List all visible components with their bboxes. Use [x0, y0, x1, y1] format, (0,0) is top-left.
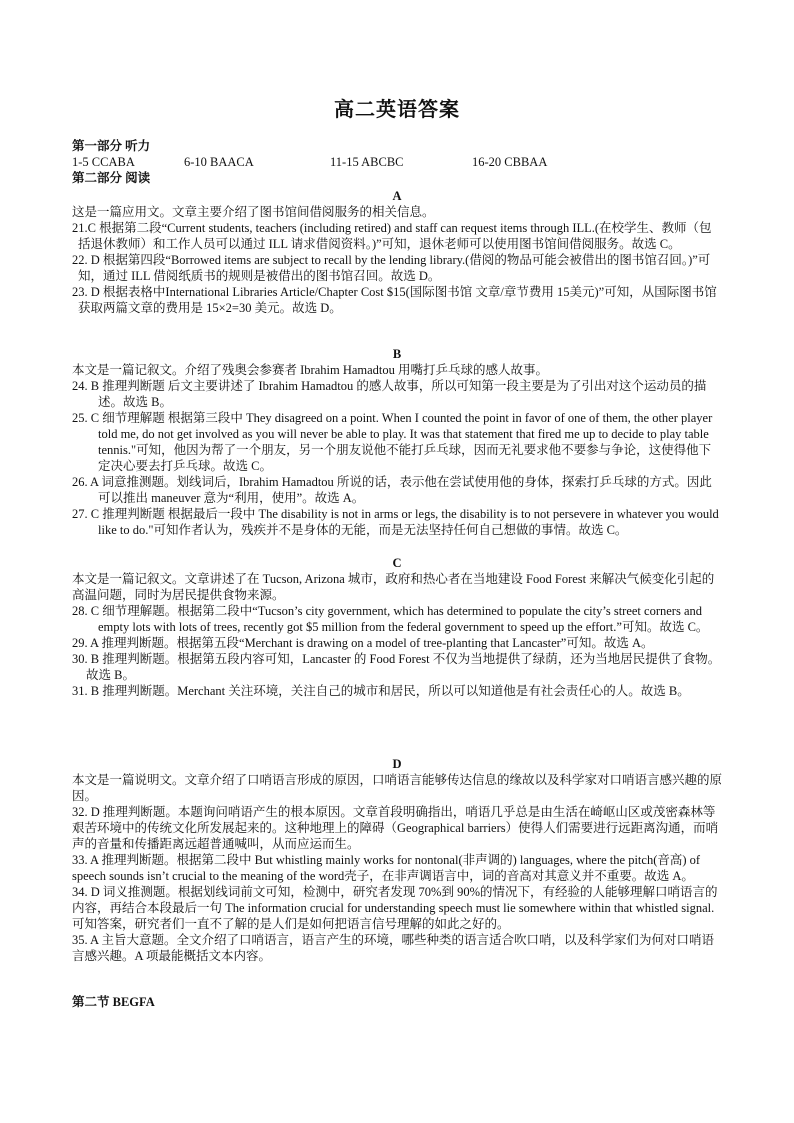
- section2: [72, 994, 722, 1010]
- part1-section: [72, 138, 722, 186]
- answer-30: 30. B 推理判断题。根据第五段内容可知，Lancaster 的 Food Forest 不仅为当地提供了绿荫，还为当地居民提供了食物。故选 B。: [72, 652, 721, 682]
- passage-c-section: [72, 555, 722, 699]
- passage-a-label: A: [392, 189, 402, 203]
- answer-29: 29. A 推理判断题。根据第五段“Merchant is drawing on a model of tree-planting that Lancaster”可知。故选 A。: [72, 636, 654, 650]
- passage-c-label: C: [392, 556, 402, 570]
- part1-answers: [72, 154, 722, 170]
- answer-25: 25. C 细节理解题 根据第三段中 They disagreed on a point. When I counted the point in favor of one of them, the other player told me, do not get involved as you will never be able to play. It was that statement that fired me up to decide to play table tennis."可知，他因为帮了一个朋友，另一个朋友说他不能打乒乓球，因而无礼要求他不要参与争论，这使得他下定决心要去打乒乓球。故选 C。: [72, 411, 713, 473]
- part2-heading: 第二部分 阅读: [72, 171, 151, 185]
- passage-b-intro: 本文是一篇记叙文。介绍了残奥会参赛者 Ibrahim Hamadtou 用嘴打乒乓球的感人故事。: [72, 363, 549, 377]
- answer-27: 27. C 推理判断题 根据最后一段中 The disability is not in arms or legs, the disability is to not persevere in whatever you would like to do."可知作者认为，残疾并不是身体的无能，而是无法坚持任何自己想做的事情。故选 C。: [72, 507, 719, 537]
- passage-a-section: [72, 188, 722, 316]
- answer-group-2: 6-10 BAACA: [184, 155, 254, 169]
- answer-28: 28. C 细节理解题。根据第二段中“Tucson’s city government, which has determined to populate the city’s street corners and empty lots with lots of trees, recently got $5 million from the federal government to speed up the effort.”可知。故选 C。: [72, 604, 709, 634]
- passage-a-intro: 这是一篇应用文。文章主要介绍了图书馆间借阅服务的相关信息。: [72, 205, 435, 219]
- section2-heading: 第二节 BEGFA: [72, 995, 155, 1009]
- answer-26: 26. A 词意推测题。划线词后，Ibrahim Hamadtou 所说的话，表示他在尝试使用他的身体，探索打乒乓球的方式。因此可以推出 maneuver 意为“利用，使用”。故选 A。: [72, 475, 712, 505]
- passage-d-intro: 本文是一篇说明文。文章介绍了口哨语言形成的原因，口哨语言能够传达信息的缘故以及科学家对口哨语言感兴趣的原因。: [72, 773, 723, 803]
- answer-35: 35. A 主旨大意题。全文介绍了口哨语言，语言产生的环境，哪些种类的语言适合吹口哨，以及科学家们为何对口哨语言感兴趣。A 项最能概括文本内容。: [72, 933, 715, 963]
- answer-32: 32. D 推理判断题。本题询问哨语产生的根本原因。文章首段明确指出，哨语几乎总是由生活在崎岖山区或茂密森林等艰苦环境中的传统文化所发展起来的。这种地理上的障碍（Geographical barriers）使得人们需要进行远距离沟通，而哨声的音量和传播距离远超普通喊叫，从而应运而生。: [72, 805, 719, 851]
- answer-group-3: 11-15 ABCBC: [330, 155, 404, 169]
- passage-d-label: D: [392, 757, 402, 771]
- passage-b-label: B: [392, 347, 402, 361]
- answer-22: 22. D 根据第四段“Borrowed items are subject to recall by the lending library.(借阅的物品可能会被借出的图书馆召回。)”可知，通过 ILL 借阅纸质书的规则是被借出的图书馆召回。故选 D。: [72, 253, 711, 283]
- answer-31: 31. B 推理判断题。Merchant 关注环境，关注自己的城市和居民，所以可以知道他是有社会责任心的人。故选 B。: [72, 684, 690, 698]
- passage-d-section: [72, 756, 722, 964]
- passage-b-section: [72, 346, 722, 538]
- answer-23: 23. D 根据表格中International Libraries Article/Chapter Cost $15(国际图书馆 文章/章节费用 15美元)”可知，从国际图书馆获取两篇文章的费用是 15×2=30 美元。故选 D。: [72, 285, 717, 315]
- page-title: 高二英语答案: [334, 99, 460, 121]
- answer-group-1: 1-5 CCABA: [72, 155, 135, 169]
- passage-c-intro: 本文是一篇记叙文。文章讲述了在 Tucson, Arizona 城市，政府和热心者在当地建设 Food Forest 来解决气候变化引起的高温问题，同时为居民提供食物来源。: [72, 572, 715, 602]
- answer-34: 34. D 词义推测题。根据划线词前文可知，检测中，研究者发现 70%到 90%的情况下，有经验的人能够理解口哨语言的内容，再结合本段最后一句 The information crucial for understanding speech must lie somewhere within that whistled signal.可知答案，研究者们一直不了解的是人们是如何把语言信号理解的如此之好的。: [72, 885, 718, 931]
- part1-heading: 第一部分 听力: [72, 139, 151, 153]
- answer-group-4: 16-20 CBBAA: [472, 155, 548, 169]
- answer-33: 33. A 推理判断题。根据第二段中 But whistling mainly works for nontonal(非声调的) languages, where the pitch(音高) of speech sounds isn’t crucial to the meaning of the word壳子，在非声调语言中，词的音高对其意义并不重要。故选 A。: [72, 853, 701, 883]
- answer-21: 21.C 根据第二段“Current students, teachers (including retired) and staff can request items through ILL.(在校学生、教师（包括退休教师）和工作人员可以通过 ILL 请求借阅资料。)”可知，退休老师可以使用图书馆间借阅服务。故选 C。: [72, 221, 712, 251]
- answer-24: 24. B 推理判断题 后文主要讲述了 Ibrahim Hamadtou 的感人故事，所以可知第一段主要是为了引出对这个运动员的描述。故选 B。: [72, 379, 707, 409]
